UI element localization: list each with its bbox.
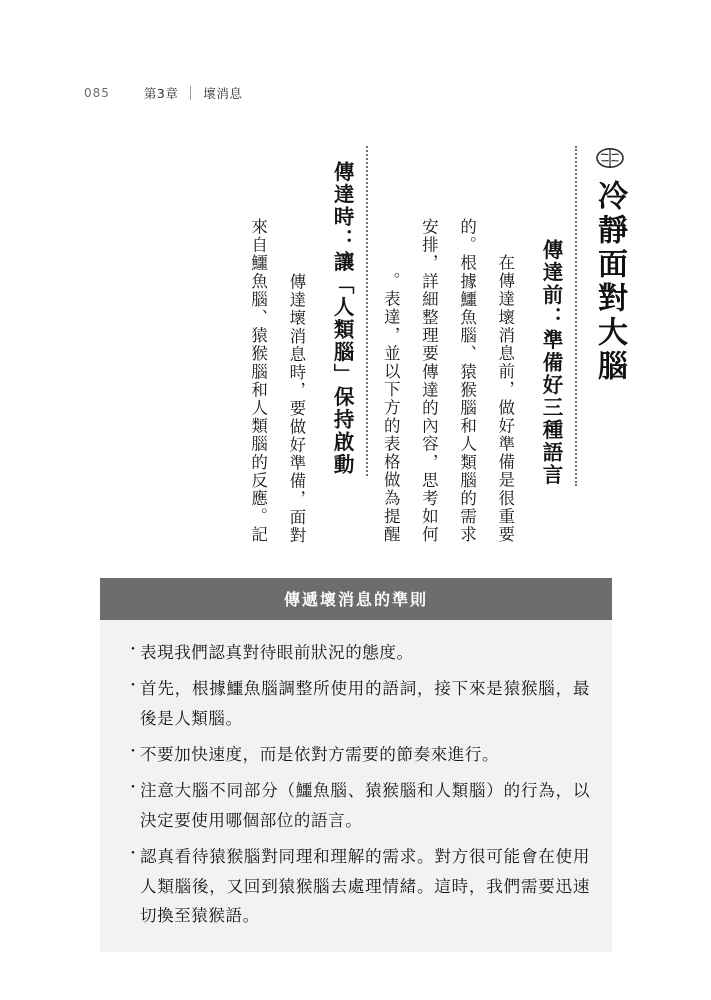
brain-icon [595,146,625,174]
bullet-icon: ・ [126,678,141,695]
body-column-5: 傳達壞消息時，要做好準備，面對 [286,272,306,544]
body-column-3: 安排，詳細整理要傳達的內容，思考如何 [419,218,439,544]
running-head-divider [190,86,191,100]
body-column-1: 在傳達壞消息前，做好準備是很重要 [495,254,515,544]
chapter-number: 第3章 [143,86,179,101]
list-item-text: 不要加快速度，而是依對方需要的節奏來進行。 [140,745,500,765]
list-item [126,842,590,930]
section-heading: 冷靜面對大腦 [592,180,627,384]
guidelines-list [100,620,612,952]
chapter-title: 壞消息 [203,86,243,101]
running-head [84,84,242,102]
bullet-icon: ・ [126,744,141,761]
list-item [126,638,590,667]
guidelines-box [100,578,612,952]
bullet-icon: ・ [126,846,141,863]
section-heading-group [591,146,627,384]
bullet-icon: ・ [126,642,141,658]
guidelines-title: 傳遞壞消息的準則 [100,578,612,620]
vertical-text-body [84,146,627,546]
body-column-6: 來自鱷魚腦、猿猴腦和人類腦的反應。記 [248,218,268,544]
list-item-text: 首先，根據鱷魚腦調整所使用的語詞，接下來是猿猴腦，最後是人類腦。 [140,679,590,728]
body-column-2: 的。根據鱷魚腦、猿猴腦和人類腦的需求 [457,218,477,544]
list-item [126,776,590,835]
sub-heading-before: 傳達前：準備好三種語言 [533,146,577,486]
list-item-text: 注意大腦不同部分（鱷魚腦、猿猴腦和人類腦）的行為，以決定要使用哪個部位的語言。 [140,781,590,830]
page-number: 085 [84,86,110,100]
body-column-4: 表達，並以下方的表格做為提醒。 [381,272,401,544]
list-item-text: 認真看待猿猴腦對同理和理解的需求。對方很可能會在使用人類腦後，又回到猿猴腦去處理情緒。這時，我們需要迅速切換至猿猴語。 [140,847,590,925]
list-item [126,674,590,733]
list-item [126,740,590,769]
list-item-text: 表現我們認真對待眼前狀況的態度。 [140,643,414,662]
bullet-icon: ・ [126,780,141,797]
sub-heading-during: 傳達時：讓「人類腦」保持啟動 [324,146,368,476]
